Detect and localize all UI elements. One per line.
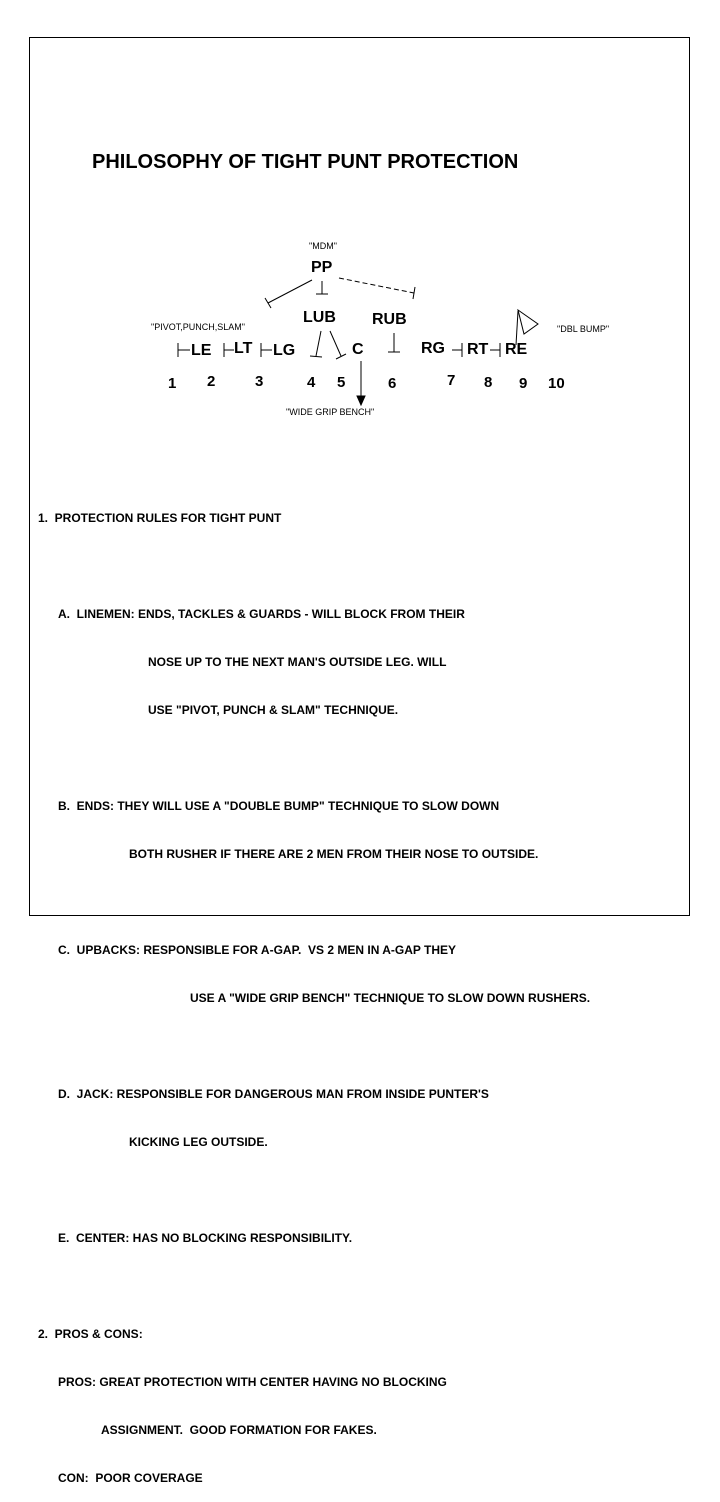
rule-a-line: USE "PIVOT, PUNCH & SLAM" TECHNIQUE.	[148, 703, 399, 717]
pros-line: PROS: GREAT PROTECTION WITH CENTER HAVING NO BLOCKING	[58, 1375, 447, 1389]
rule-c-line: USE A "WIDE GRIP BENCH" TECHNIQUE TO SLOW DOWN RUSHERS.	[190, 991, 591, 1005]
lub-block-left	[316, 331, 321, 356]
note-dbl-bump: "DBL BUMP"	[557, 324, 610, 334]
rule-a-line: A. LINEMEN: ENDS, TACKLES & GUARDS - WILL BLOCK FROM THEIR	[58, 607, 465, 621]
position-rub: RUB	[372, 311, 407, 328]
position-c: C	[352, 341, 364, 358]
protection-rules	[38, 478, 678, 1502]
gap-number: 2	[207, 373, 216, 390]
rule-a-line: NOSE UP TO THE NEXT MAN'S OUTSIDE LEG. WILL	[148, 655, 447, 669]
gap-number: 3	[255, 373, 264, 390]
position-lub: LUB	[303, 309, 336, 326]
gap-number: 1	[168, 375, 177, 392]
pp-block-left	[268, 280, 312, 303]
con-line: CON: POOR COVERAGE	[58, 1471, 203, 1485]
re-bump-triangle	[518, 310, 538, 334]
rule-d-line: KICKING LEG OUTSIDE.	[129, 1135, 268, 1149]
gap-number: 10	[548, 375, 565, 392]
pp-block-right	[339, 278, 414, 293]
gap-number: 9	[519, 375, 528, 392]
gap-number: 6	[388, 375, 397, 392]
position-re: RE	[505, 341, 528, 358]
note-wide-grip-bench: "WIDE GRIP BENCH"	[286, 407, 375, 417]
gap-number: 4	[307, 374, 316, 391]
pros-line: ASSIGNMENT. GOOD FORMATION FOR FAKES.	[101, 1423, 377, 1437]
gap-number: 8	[484, 374, 493, 391]
gap-number: 5	[337, 374, 346, 391]
note-mdm: "MDM"	[309, 241, 337, 251]
re-bump-line	[516, 311, 518, 345]
position-lt: LT	[234, 340, 253, 357]
note-pivot-punch-slam: "PIVOT,PUNCH,SLAM"	[151, 322, 245, 332]
section-heading: 1. PROTECTION RULES FOR TIGHT PUNT	[38, 511, 282, 525]
page-title: PHILOSOPHY OF TIGHT PUNT PROTECTION	[92, 151, 519, 173]
position-rg: RG	[421, 340, 445, 357]
rule-d-line: D. JACK: RESPONSIBLE FOR DANGEROUS MAN FROM INSIDE PUNTER'S	[58, 1087, 489, 1101]
position-rt: RT	[467, 341, 489, 358]
rule-b-line: BOTH RUSHER IF THERE ARE 2 MEN FROM THEIR NOSE TO OUTSIDE.	[129, 847, 539, 861]
gap-number: 7	[447, 372, 456, 389]
section-heading: 2. PROS & CONS:	[38, 1327, 143, 1341]
rule-b-line: B. ENDS: THEY WILL USE A "DOUBLE BUMP" TECHNIQUE TO SLOW DOWN	[58, 799, 500, 813]
position-le: LE	[191, 342, 212, 359]
lub-block-right	[330, 331, 341, 356]
position-pp: PP	[311, 259, 333, 276]
rule-e-line: E. CENTER: HAS NO BLOCKING RESPONSIBILITY.	[58, 1231, 353, 1245]
position-lg: LG	[273, 342, 296, 359]
rule-c-line: C. UPBACKS: RESPONSIBLE FOR A-GAP. VS 2 MEN IN A-GAP THEY	[58, 943, 457, 957]
